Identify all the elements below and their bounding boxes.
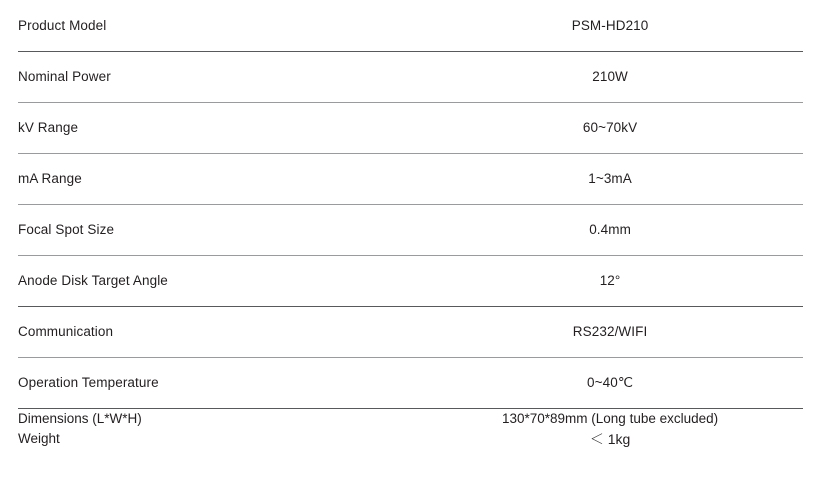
table-row — [18, 255, 803, 306]
row-label: Product Model — [18, 0, 417, 51]
table-row — [18, 306, 803, 357]
row-value: 1~3mA — [417, 153, 803, 204]
table-row — [18, 102, 803, 153]
row-label: Anode Disk Target Angle — [18, 255, 417, 306]
row-value: 0.4mm — [417, 204, 803, 255]
row-label: Communication — [18, 306, 417, 357]
row-label: Nominal Power — [18, 51, 417, 102]
table-row-dimensions-weight — [18, 408, 803, 449]
weight-value: ＜ 1kg — [589, 430, 631, 447]
row-label: mA Range — [18, 153, 417, 204]
row-value: 60~70kV — [417, 102, 803, 153]
row-label: kV Range — [18, 102, 417, 153]
table-row — [18, 357, 803, 408]
table-row — [18, 204, 803, 255]
row-label: Focal Spot Size — [18, 204, 417, 255]
row-value: 210W — [417, 51, 803, 102]
weight-label: Weight — [18, 430, 60, 446]
dimensions-value: 130*70*89mm (Long tube excluded) — [501, 410, 719, 426]
row-value: 0~40℃ — [417, 357, 803, 408]
specification-table — [18, 0, 803, 449]
row-value: 12° — [417, 255, 803, 306]
table-row — [18, 51, 803, 102]
row-value-group — [417, 408, 803, 449]
row-label: Operation Temperature — [18, 357, 417, 408]
dimensions-label: Dimensions (L*W*H) — [18, 410, 142, 426]
table-row — [18, 0, 803, 51]
row-value: PSM-HD210 — [417, 0, 803, 51]
row-label-group — [18, 408, 417, 449]
table-row — [18, 153, 803, 204]
row-value: RS232/WIFI — [417, 306, 803, 357]
